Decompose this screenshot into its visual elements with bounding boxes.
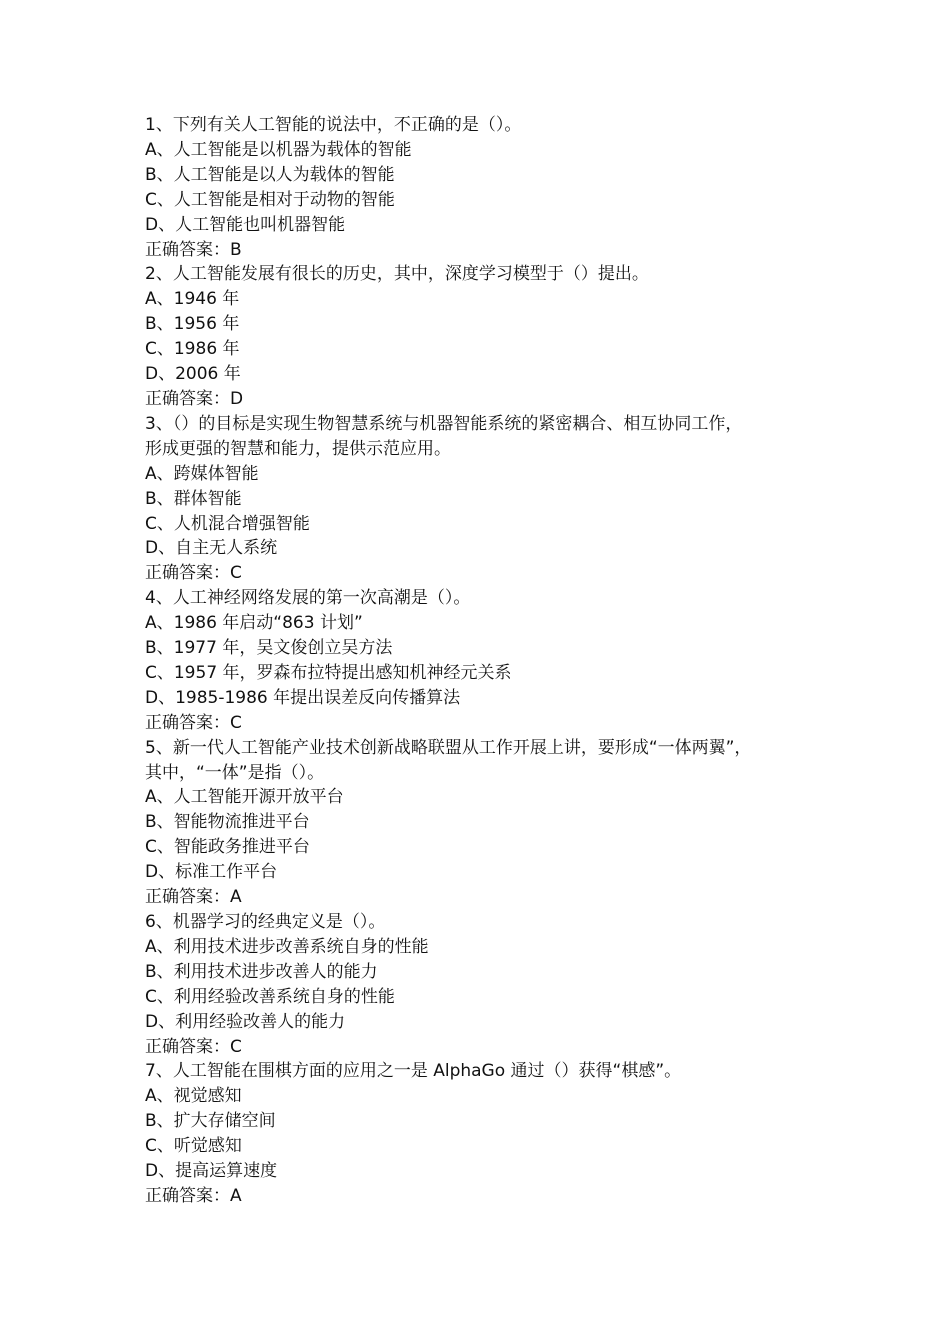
correct-answer: 正确答案：C <box>145 712 242 733</box>
option-c: C、利用经验改善系统自身的性能 <box>145 986 395 1007</box>
correct-answer: 正确答案：C <box>145 563 242 584</box>
option-a: A、1986 年启动“863 计划” <box>145 613 363 634</box>
question-block-1 <box>145 113 817 262</box>
option-a: A、利用技术进步改善系统自身的性能 <box>145 936 429 957</box>
correct-answer: 正确答案：D <box>145 388 244 409</box>
option-b: B、群体智能 <box>145 488 242 509</box>
option-c: C、智能政务推进平台 <box>145 837 310 858</box>
option-a: A、跨媒体智能 <box>145 463 259 484</box>
question-text-line-2: 其中，“一体”是指（）。 <box>145 762 325 783</box>
option-a: A、1946 年 <box>145 289 240 310</box>
option-b: B、利用技术进步改善人的能力 <box>145 961 378 982</box>
option-c: C、1957 年，罗森布拉特提出感知机神经元关系 <box>145 662 512 683</box>
option-c: C、听觉感知 <box>145 1136 242 1157</box>
option-d: D、标准工作平台 <box>145 862 278 883</box>
option-c: C、人工智能是相对于动物的智能 <box>145 189 395 210</box>
option-c: C、人机混合增强智能 <box>145 513 310 534</box>
question-block-4 <box>145 586 817 735</box>
question-block-3 <box>145 412 817 586</box>
question-text: 7、人工智能在围棋方面的应用之一是 AlphaGo 通过（）获得“棋感”。 <box>145 1061 682 1082</box>
question-text-line-1: 5、新一代人工智能产业技术创新战略联盟从工作开展上讲，要形成“一体两翼”， <box>145 737 752 758</box>
option-b: B、智能物流推进平台 <box>145 812 310 833</box>
question-text-line-2: 形成更强的智慧和能力，提供示范应用。 <box>145 438 451 459</box>
option-b: B、人工智能是以人为载体的智能 <box>145 164 395 185</box>
correct-answer: 正确答案：A <box>145 887 242 908</box>
question-text-line-1: 3、（）的目标是实现生物智慧系统与机器智能系统的紧密耦合、相互协同工作， <box>145 413 743 434</box>
correct-answer: 正确答案：B <box>145 239 242 260</box>
document-body <box>145 113 817 1209</box>
question-text: 4、人工神经网络发展的第一次高潮是（）。 <box>145 588 471 609</box>
question-text: 1、下列有关人工智能的说法中，不正确的是（）。 <box>145 115 522 135</box>
option-d: D、2006 年 <box>145 364 241 385</box>
option-b: B、扩大存储空间 <box>145 1111 276 1132</box>
option-d: D、提高运算速度 <box>145 1161 278 1182</box>
option-a: A、人工智能开源开放平台 <box>145 787 344 808</box>
correct-answer: 正确答案：C <box>145 1036 242 1057</box>
option-b: B、1977 年，吴文俊创立吴方法 <box>145 638 393 659</box>
option-d: D、1985-1986 年提出误差反向传播算法 <box>145 687 461 708</box>
question-text: 2、人工智能发展有很长的历史，其中，深度学习模型于（）提出。 <box>145 264 649 285</box>
option-a: A、视觉感知 <box>145 1086 242 1107</box>
question-block-2 <box>145 262 817 411</box>
correct-answer: 正确答案：A <box>145 1185 242 1206</box>
option-a: A、人工智能是以机器为载体的智能 <box>145 139 412 160</box>
question-block-5 <box>145 736 817 910</box>
question-block-7 <box>145 1059 817 1208</box>
option-c: C、1986 年 <box>145 339 240 360</box>
question-block-6 <box>145 910 817 1059</box>
question-text: 6、机器学习的经典定义是（）。 <box>145 912 386 932</box>
option-d: D、人工智能也叫机器智能 <box>145 214 346 235</box>
option-d: D、利用经验改善人的能力 <box>145 1011 346 1032</box>
option-d: D、自主无人系统 <box>145 538 278 559</box>
option-b: B、1956 年 <box>145 314 240 335</box>
